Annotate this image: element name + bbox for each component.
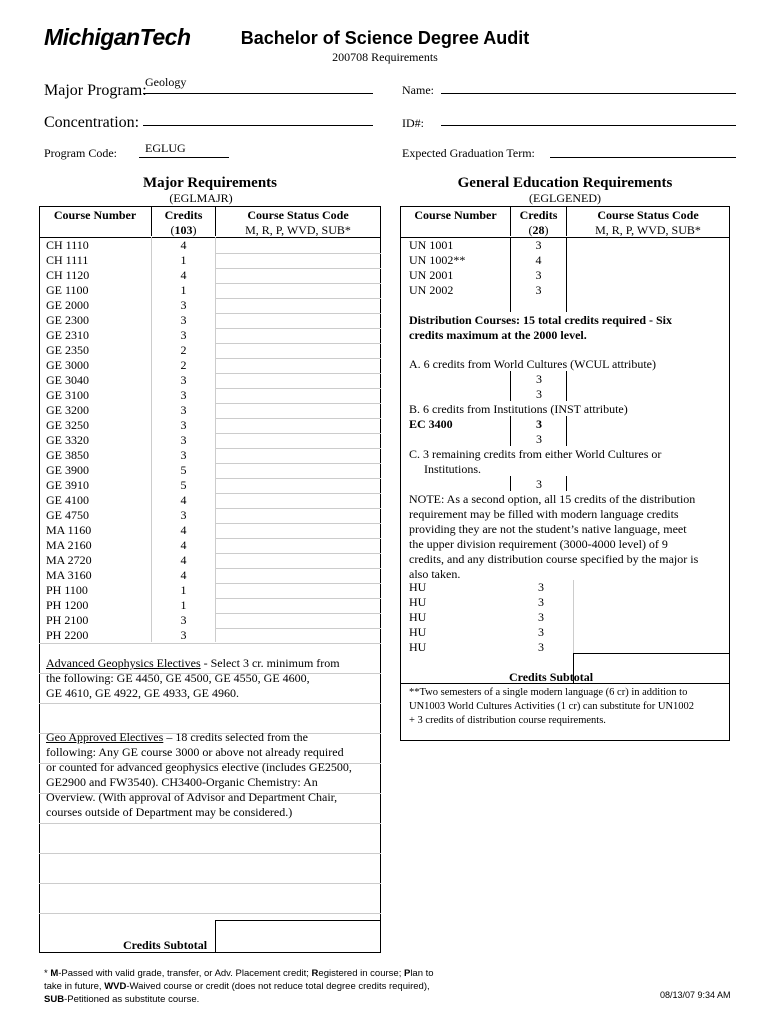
- major-credits-subtotal: Credits Subtotal: [122, 938, 208, 952]
- status-code-legend: * M-Passed with valid grade, transfer, or Adv. Placement credit; Registered in course; Plan to take in future, WVD-Waived course or credit (does not reduce total degree credits required), SUB-Petitioned as substitute course.: [44, 968, 434, 1005]
- major-course-number: PH 1100: [46, 583, 88, 597]
- dist-b-credits-1: 3: [536, 417, 542, 431]
- concentration-field[interactable]: [143, 125, 373, 126]
- gened-col-course: Course Number: [414, 208, 497, 222]
- concentration-label: Concentration:: [44, 114, 140, 131]
- major-course-credits: 3: [180, 628, 187, 642]
- major-course-number: CH 1111: [46, 253, 89, 267]
- major-status-line: [215, 448, 381, 449]
- major-course-number: GE 4100: [46, 493, 89, 507]
- program-code-value: EGLUG: [145, 141, 186, 155]
- dist-c-credits: 3: [536, 477, 542, 491]
- dist-a-credits-1: 3: [536, 372, 542, 386]
- major-course-number: GE 3910: [46, 478, 89, 492]
- major-course-credits: 3: [180, 388, 187, 402]
- hu-credits: 3: [538, 580, 544, 594]
- gened-requirements-title: General Education Requirements: [457, 175, 673, 191]
- adv-geophysics-electives: Advanced Geophysics Electives - Select 3 cr. minimum from the following: GE 4450, GE 4500, GE 4550, GE 4600, GE 4610, GE 4922, GE 4933, GE 4960.: [46, 656, 340, 700]
- major-status-line: [215, 568, 381, 569]
- major-status-line: [215, 268, 381, 269]
- major-status-line: [215, 613, 381, 614]
- dist-c-text: C. 3 remaining credits from either World Cultures or Institutions.: [409, 447, 662, 476]
- gened-course-credits: 3: [535, 238, 542, 252]
- major-status-line: [215, 553, 381, 554]
- hu-course: HU: [409, 580, 427, 594]
- major-status-line: [215, 523, 381, 524]
- major-course-number: GE 3850: [46, 448, 89, 462]
- major-course-credits: 4: [180, 268, 187, 282]
- major-status-line: [215, 343, 381, 344]
- hu-course: HU: [409, 610, 427, 624]
- major-col-credits: Credits: [164, 208, 203, 222]
- major-status-line: [215, 493, 381, 494]
- program-code-field[interactable]: [139, 157, 229, 158]
- major-course-number: GE 3250: [46, 418, 89, 432]
- grad-term-field[interactable]: [550, 157, 736, 158]
- dist-b-credits-2: 3: [536, 432, 542, 446]
- major-program-field[interactable]: [143, 93, 373, 94]
- major-course-number: GE 1100: [46, 283, 89, 297]
- major-course-number: GE 3040: [46, 373, 89, 387]
- major-course-credits: 1: [180, 598, 187, 612]
- gened-status-codes: M, R, P, WVD, SUB*: [595, 223, 701, 237]
- major-course-credits: 3: [180, 508, 187, 522]
- logo-michigan: Michigan: [44, 24, 140, 50]
- major-requirements-title: Major Requirements: [142, 175, 277, 191]
- gened-col-credits: Credits: [519, 208, 558, 222]
- major-course-credits: 4: [180, 523, 187, 537]
- hu-credits: 3: [538, 625, 544, 639]
- gened-course-credits: 3: [535, 268, 542, 282]
- major-course-number: PH 2200: [46, 628, 89, 642]
- hu-course: HU: [409, 625, 427, 639]
- name-label: Name:: [402, 83, 434, 97]
- hu-credits: 3: [538, 640, 544, 654]
- major-course-credits: 3: [180, 328, 187, 342]
- major-status-line: [215, 358, 381, 359]
- major-course-number: GE 2310: [46, 328, 89, 342]
- major-course-credits: 4: [180, 553, 187, 567]
- major-col-course: Course Number: [53, 208, 137, 222]
- gened-course-number: UN 1001: [409, 238, 454, 252]
- major-course-credits: 2: [180, 343, 187, 357]
- logo-tech: Tech: [139, 24, 191, 50]
- page-title: Bachelor of Science Degree Audit: [240, 28, 530, 48]
- gened-course-credits: 4: [535, 253, 542, 267]
- grad-term-label: Expected Graduation Term:: [402, 146, 535, 160]
- gened-code: (EGLGENED): [529, 191, 601, 205]
- major-course-number: MA 2720: [46, 553, 92, 567]
- major-course-credits: 3: [180, 433, 187, 447]
- page-subtitle: 200708 Requirements: [332, 50, 438, 64]
- major-status-line: [215, 628, 381, 629]
- major-course-credits: 3: [180, 373, 187, 387]
- major-status-line: [215, 418, 381, 419]
- gened-course-number: UN 2001: [409, 268, 454, 282]
- distribution-courses-text: Distribution Courses: 15 total credits required - Six credits maximum at the 2000 level.: [409, 313, 672, 342]
- major-status-line: [215, 313, 381, 314]
- dist-a-text: A. 6 credits from World Cultures (WCUL attribute): [409, 357, 656, 371]
- major-course-number: GE 3900: [46, 463, 89, 477]
- major-course-credits: 4: [180, 493, 187, 507]
- gened-credits-total: (28): [528, 223, 549, 237]
- geo-approved-electives: Geo Approved Electives – 18 credits selected from the following: Any GE course 3000 or above not already required or counted for advanced geophysics elective (includes GE2500, GE2900 and FW3540). CH3400-Organic Chemistry: An Overview. (With approval of Advisor and Department Chair, courses outside of Department may be considered.): [46, 730, 352, 819]
- major-course-number: GE 3200: [46, 403, 89, 417]
- id-field[interactable]: [441, 125, 736, 126]
- major-status-line: [215, 403, 381, 404]
- major-status-line: [215, 373, 381, 374]
- major-course-credits: 4: [180, 568, 187, 582]
- major-status-line: [215, 298, 381, 299]
- major-course-credits: 2: [180, 358, 187, 372]
- major-col-status: Course Status Code: [247, 208, 349, 222]
- major-status-line: [215, 328, 381, 329]
- major-course-number: PH 2100: [46, 613, 89, 627]
- dist-b-course: EC 3400: [409, 417, 453, 431]
- major-course-number: GE 3000: [46, 358, 89, 372]
- major-status-line: [215, 253, 381, 254]
- gened-course-number: UN 1002**: [409, 253, 466, 267]
- gened-col-status: Course Status Code: [597, 208, 699, 222]
- gened-footnote: **Two semesters of a single modern language (6 cr) in addition to UN1003 World Cultures Activities (1 cr) can substitute for UN1002 + 3 credits of distribution course requirements.: [409, 687, 695, 726]
- major-course-number: GE 2000: [46, 298, 89, 312]
- major-course-credits: 1: [180, 583, 187, 597]
- major-course-credits: 1: [180, 283, 187, 297]
- gened-course-number: UN 2002: [409, 283, 454, 297]
- major-status-line: [215, 598, 381, 599]
- major-status-line: [215, 508, 381, 509]
- major-course-number: GE 3100: [46, 388, 89, 402]
- hu-credits: 3: [538, 610, 544, 624]
- major-course-credits: 4: [180, 238, 187, 252]
- major-course-number: GE 2300: [46, 313, 89, 327]
- major-course-number: CH 1120: [46, 268, 90, 282]
- major-course-credits: 3: [180, 298, 187, 312]
- major-status-line: [215, 538, 381, 539]
- major-program-value: Geology: [145, 75, 187, 89]
- major-status-line: [215, 388, 381, 389]
- gened-course-credits: 3: [535, 283, 542, 297]
- major-course-credits: 1: [180, 253, 187, 267]
- major-course-credits: 3: [180, 403, 187, 417]
- major-code: (EGLMAJR): [169, 191, 233, 205]
- hu-credits: 3: [538, 595, 544, 609]
- major-course-number: MA 3160: [46, 568, 92, 582]
- major-course-number: MA 1160: [46, 523, 92, 537]
- major-course-credits: 3: [180, 418, 187, 432]
- major-program-label: Major Program:: [44, 82, 147, 99]
- id-label: ID#:: [402, 116, 424, 130]
- major-course-credits: 4: [180, 538, 187, 552]
- major-status-codes: M, R, P, WVD, SUB*: [245, 223, 351, 237]
- major-status-line: [215, 478, 381, 479]
- hu-course: HU: [409, 640, 427, 654]
- name-field[interactable]: [441, 93, 736, 94]
- gened-credits-subtotal: Credits Subtotal: [508, 670, 594, 684]
- major-course-number: CH 1110: [46, 238, 89, 252]
- major-course-credits: 3: [180, 448, 187, 462]
- major-course-number: GE 3320: [46, 433, 89, 447]
- print-timestamp: 08/13/07 9:34 AM: [660, 990, 731, 1000]
- major-credits-total: (103): [170, 223, 197, 237]
- major-course-number: GE 2350: [46, 343, 89, 357]
- major-course-number: MA 2160: [46, 538, 92, 552]
- major-status-line: [215, 283, 381, 284]
- major-status-line: [215, 433, 381, 434]
- major-course-credits: 5: [180, 463, 187, 477]
- major-course-number: PH 1200: [46, 598, 89, 612]
- major-status-line: [215, 583, 381, 584]
- dist-b-text: B. 6 credits from Institutions (INST attribute): [409, 402, 628, 416]
- major-course-credits: 5: [180, 478, 187, 492]
- major-course-number: GE 4750: [46, 508, 89, 522]
- dist-a-credits-2: 3: [536, 387, 542, 401]
- major-course-credits: 3: [180, 313, 187, 327]
- program-code-label: Program Code:: [44, 146, 117, 160]
- note-text: NOTE: As a second option, all 15 credits of the distribution requirement may be filled with modern language credits providing they are not the student’s native language, meet the upper division requirement (3000-4000 level) of 9 credits, and any distribution course specified by the major is also taken.: [409, 492, 699, 581]
- hu-course: HU: [409, 595, 427, 609]
- major-course-credits: 3: [180, 613, 187, 627]
- major-status-line: [215, 463, 381, 464]
